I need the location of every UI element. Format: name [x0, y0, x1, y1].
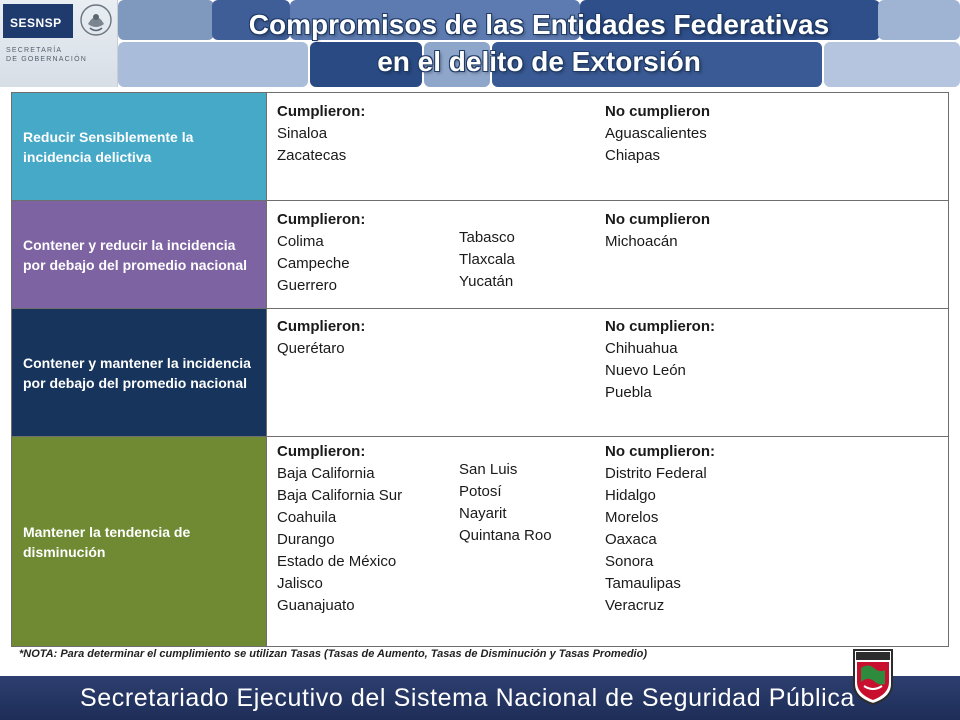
- not-complied-header: No cumplieron:: [605, 443, 716, 460]
- slide-header: [0, 0, 960, 87]
- state-item: Aguascalientes: [605, 125, 707, 142]
- state-item: Campeche: [277, 255, 350, 272]
- sesnsp-logo: [3, 4, 73, 38]
- state-item: Zacatecas: [277, 147, 347, 164]
- goal-label: Contener y reducir la incidencia por debajo del promedio nacional: [23, 236, 248, 273]
- state-item: Estado de México: [277, 553, 397, 570]
- state-item: Tlaxcala: [459, 251, 515, 268]
- not-complied-column: [605, 209, 710, 253]
- state-item: Oaxaca: [605, 531, 657, 548]
- state-item: Coahuila: [277, 509, 337, 526]
- secretaria-line-2: DE GOBERNACIÓN: [6, 56, 87, 63]
- not-complied-header: No cumplieron: [605, 103, 711, 120]
- commitments-table: [11, 92, 949, 647]
- secretaria-text: [6, 46, 87, 64]
- goal-cell: [12, 93, 267, 200]
- footnote: *NOTA: Para determinar el cumplimiento se utilizan Tasas (Tasas de Aumento, Tasas de Disminución y Tasas Promedio): [19, 648, 647, 660]
- goal-label: Reducir Sensiblemente la incidencia delictiva: [23, 128, 194, 165]
- complied-header: Cumplieron:: [277, 103, 366, 120]
- state-item: Nuevo León: [605, 362, 686, 379]
- sesnsp-logo-area: [0, 0, 118, 87]
- goal-label: Mantener la tendencia de disminución: [23, 523, 191, 560]
- state-item: Sonora: [605, 553, 654, 570]
- goal-cell: [12, 201, 267, 308]
- complied-column: [277, 316, 365, 360]
- complied-header: Cumplieron:: [277, 318, 366, 335]
- mexico-seal-icon: [78, 2, 114, 42]
- snsp-shield-icon: [852, 648, 894, 706]
- goal-cell: [12, 309, 267, 436]
- state-item: Quintana Roo: [459, 527, 552, 544]
- state-item: Chiapas: [605, 147, 661, 164]
- goal-cell: [12, 437, 267, 646]
- table-row: [12, 309, 948, 437]
- state-item: Guerrero: [277, 277, 338, 294]
- not-complied-column: [605, 441, 715, 617]
- title-line-1: Compromisos de las Entidades Federativas: [248, 9, 830, 40]
- state-item: Yucatán: [459, 273, 514, 290]
- state-item: Chihuahua: [605, 340, 678, 357]
- complied-column: [277, 101, 365, 167]
- state-item: Jalisco: [277, 575, 323, 592]
- state-item: Puebla: [605, 384, 652, 401]
- state-item: Durango: [277, 531, 335, 548]
- state-item: Baja California Sur: [277, 487, 403, 504]
- complied-column-extra: [459, 227, 515, 293]
- sesnsp-logo-text: SESNSP: [10, 16, 62, 30]
- state-item: Morelos: [605, 509, 659, 526]
- state-item: San Luis: [459, 461, 518, 478]
- complied-header: Cumplieron:: [277, 443, 366, 460]
- complied-header: Cumplieron:: [277, 211, 366, 228]
- state-item: Nayarit: [459, 505, 507, 522]
- state-item: Sinaloa: [277, 125, 328, 142]
- state-item: Baja California: [277, 465, 375, 482]
- state-item: Veracruz: [605, 597, 665, 614]
- state-item: Guanajuato: [277, 597, 355, 614]
- goal-label: Contener y mantener la incidencia por debajo del promedio nacional: [23, 354, 251, 391]
- complied-column: [277, 209, 365, 297]
- title-line-2: en el delito de Extorsión: [377, 46, 701, 77]
- table-row: [12, 437, 948, 646]
- table-row: [12, 93, 948, 201]
- state-item: Distrito Federal: [605, 465, 707, 482]
- state-item: Hidalgo: [605, 487, 656, 504]
- state-item: Tabasco: [459, 229, 515, 246]
- complied-column: [277, 441, 402, 617]
- not-complied-column: [605, 316, 715, 404]
- secretaria-line-1: SECRETARÍA: [6, 47, 63, 54]
- complied-column-extra: [459, 459, 552, 547]
- not-complied-header: No cumplieron:: [605, 318, 716, 335]
- slide-title: [118, 0, 960, 87]
- footer-bar: [0, 676, 960, 720]
- state-item: Potosí: [459, 483, 502, 500]
- state-item: Colima: [277, 233, 324, 250]
- table-row: [12, 201, 948, 309]
- not-complied-column: [605, 101, 710, 167]
- state-item: Tamaulipas: [605, 575, 681, 592]
- state-item: Michoacán: [605, 233, 678, 250]
- state-item: Querétaro: [277, 340, 345, 357]
- not-complied-header: No cumplieron: [605, 211, 711, 228]
- footer-text: Secretariado Ejecutivo del Sistema Nacional de Seguridad Pública: [80, 684, 855, 712]
